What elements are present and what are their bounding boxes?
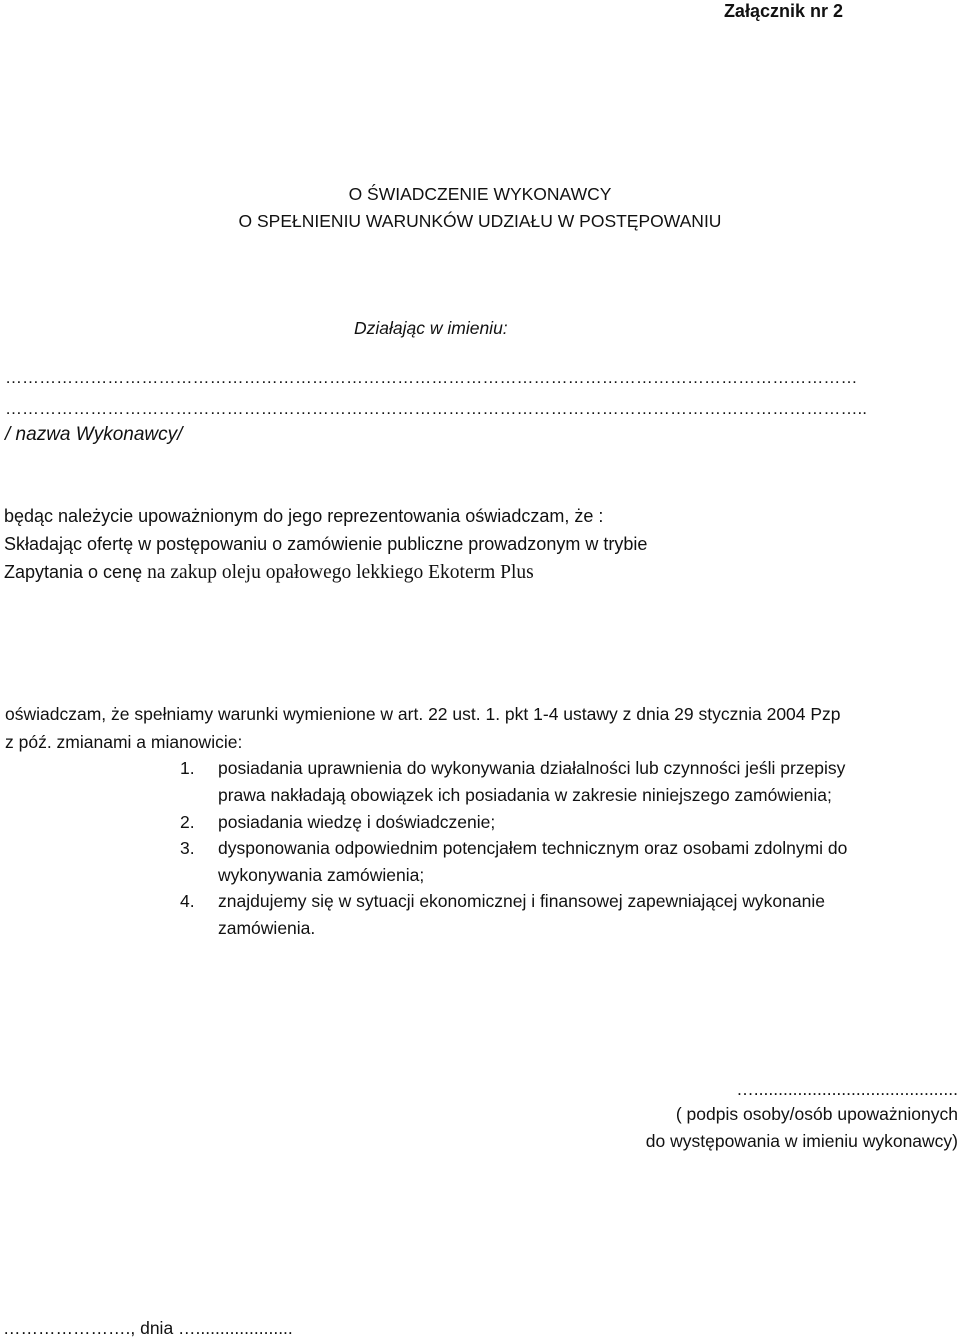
condition-number: 2. (180, 812, 195, 832)
condition-text: wykonywania zamówienia; (218, 865, 425, 885)
condition-text: znajdujemy się w sytuacji ekonomicznej i finansowej zapewniającej wykonanie (218, 891, 825, 911)
signature-caption-line-2: do występowania w imieniu wykonawcy) (645, 1131, 958, 1151)
intro-line-1: będąc należycie upoważnionym do jego reprezentowania oświadczam, że : (4, 506, 604, 526)
intro-line-2: Składając ofertę w postępowaniu o zamówienie publiczne prowadzonym w trybie (4, 534, 648, 554)
condition-number: 4. (180, 891, 195, 911)
condition-text: posiadania uprawnienia do wykonywania działalności lub czynności jeśli przepisy (218, 758, 846, 778)
condition-text: zamówienia. (218, 918, 316, 938)
condition-text: posiadania wiedzę i doświadczenie; (218, 812, 496, 832)
intro-procedure-type: Zapytania o cenę (4, 562, 148, 582)
place-and-date-field: …………………., dnia ….................... (3, 1318, 293, 1338)
condition-text: prawa nakładają obowiązek ich posiadania w zakresie niniejszego zamówienia; (218, 785, 832, 805)
intro-line-3 (4, 563, 534, 583)
contractor-name-caption: / nazwa Wykonawcy/ (5, 424, 183, 445)
condition-number: 3. (180, 838, 195, 858)
attachment-label: Załącznik nr 2 (723, 1, 843, 21)
declaration-line-1: oświadczam, że spełniamy warunki wymienione w art. 22 ust. 1. pkt 1-4 ustawy z dnia 29 stycznia 2004 Pzp (5, 704, 841, 724)
document-title-line-2: O SPEŁNIENIU WARUNKÓW UDZIAŁU W POSTĘPOWANIU (238, 211, 722, 231)
condition-number: 1. (180, 758, 195, 778)
acting-on-behalf-label: Działając w imieniu: (354, 318, 508, 338)
declaration-line-2: z póź. zmianami a mianowicie: (5, 732, 243, 752)
document-title-line-1: O ŚWIADCZENIE WYKONAWCY (348, 184, 612, 204)
condition-text: dysponowania odpowiednim potencjałem technicznym oraz osobami zdolnymi do (218, 838, 848, 858)
signature-field: ….......................................... (736, 1079, 958, 1099)
contractor-name-field-line-2: …………………………………………………………………………………………………………………………………….. (5, 399, 868, 418)
signature-caption-line-1: ( podpis osoby/osób upoważnionych (675, 1104, 958, 1124)
contractor-name-field-line-1: …………………………………………………………………………………………………………………………………… (5, 368, 858, 387)
order-subject: na zakup oleju opałowego lekkiego Ekoterm Plus (147, 562, 534, 583)
